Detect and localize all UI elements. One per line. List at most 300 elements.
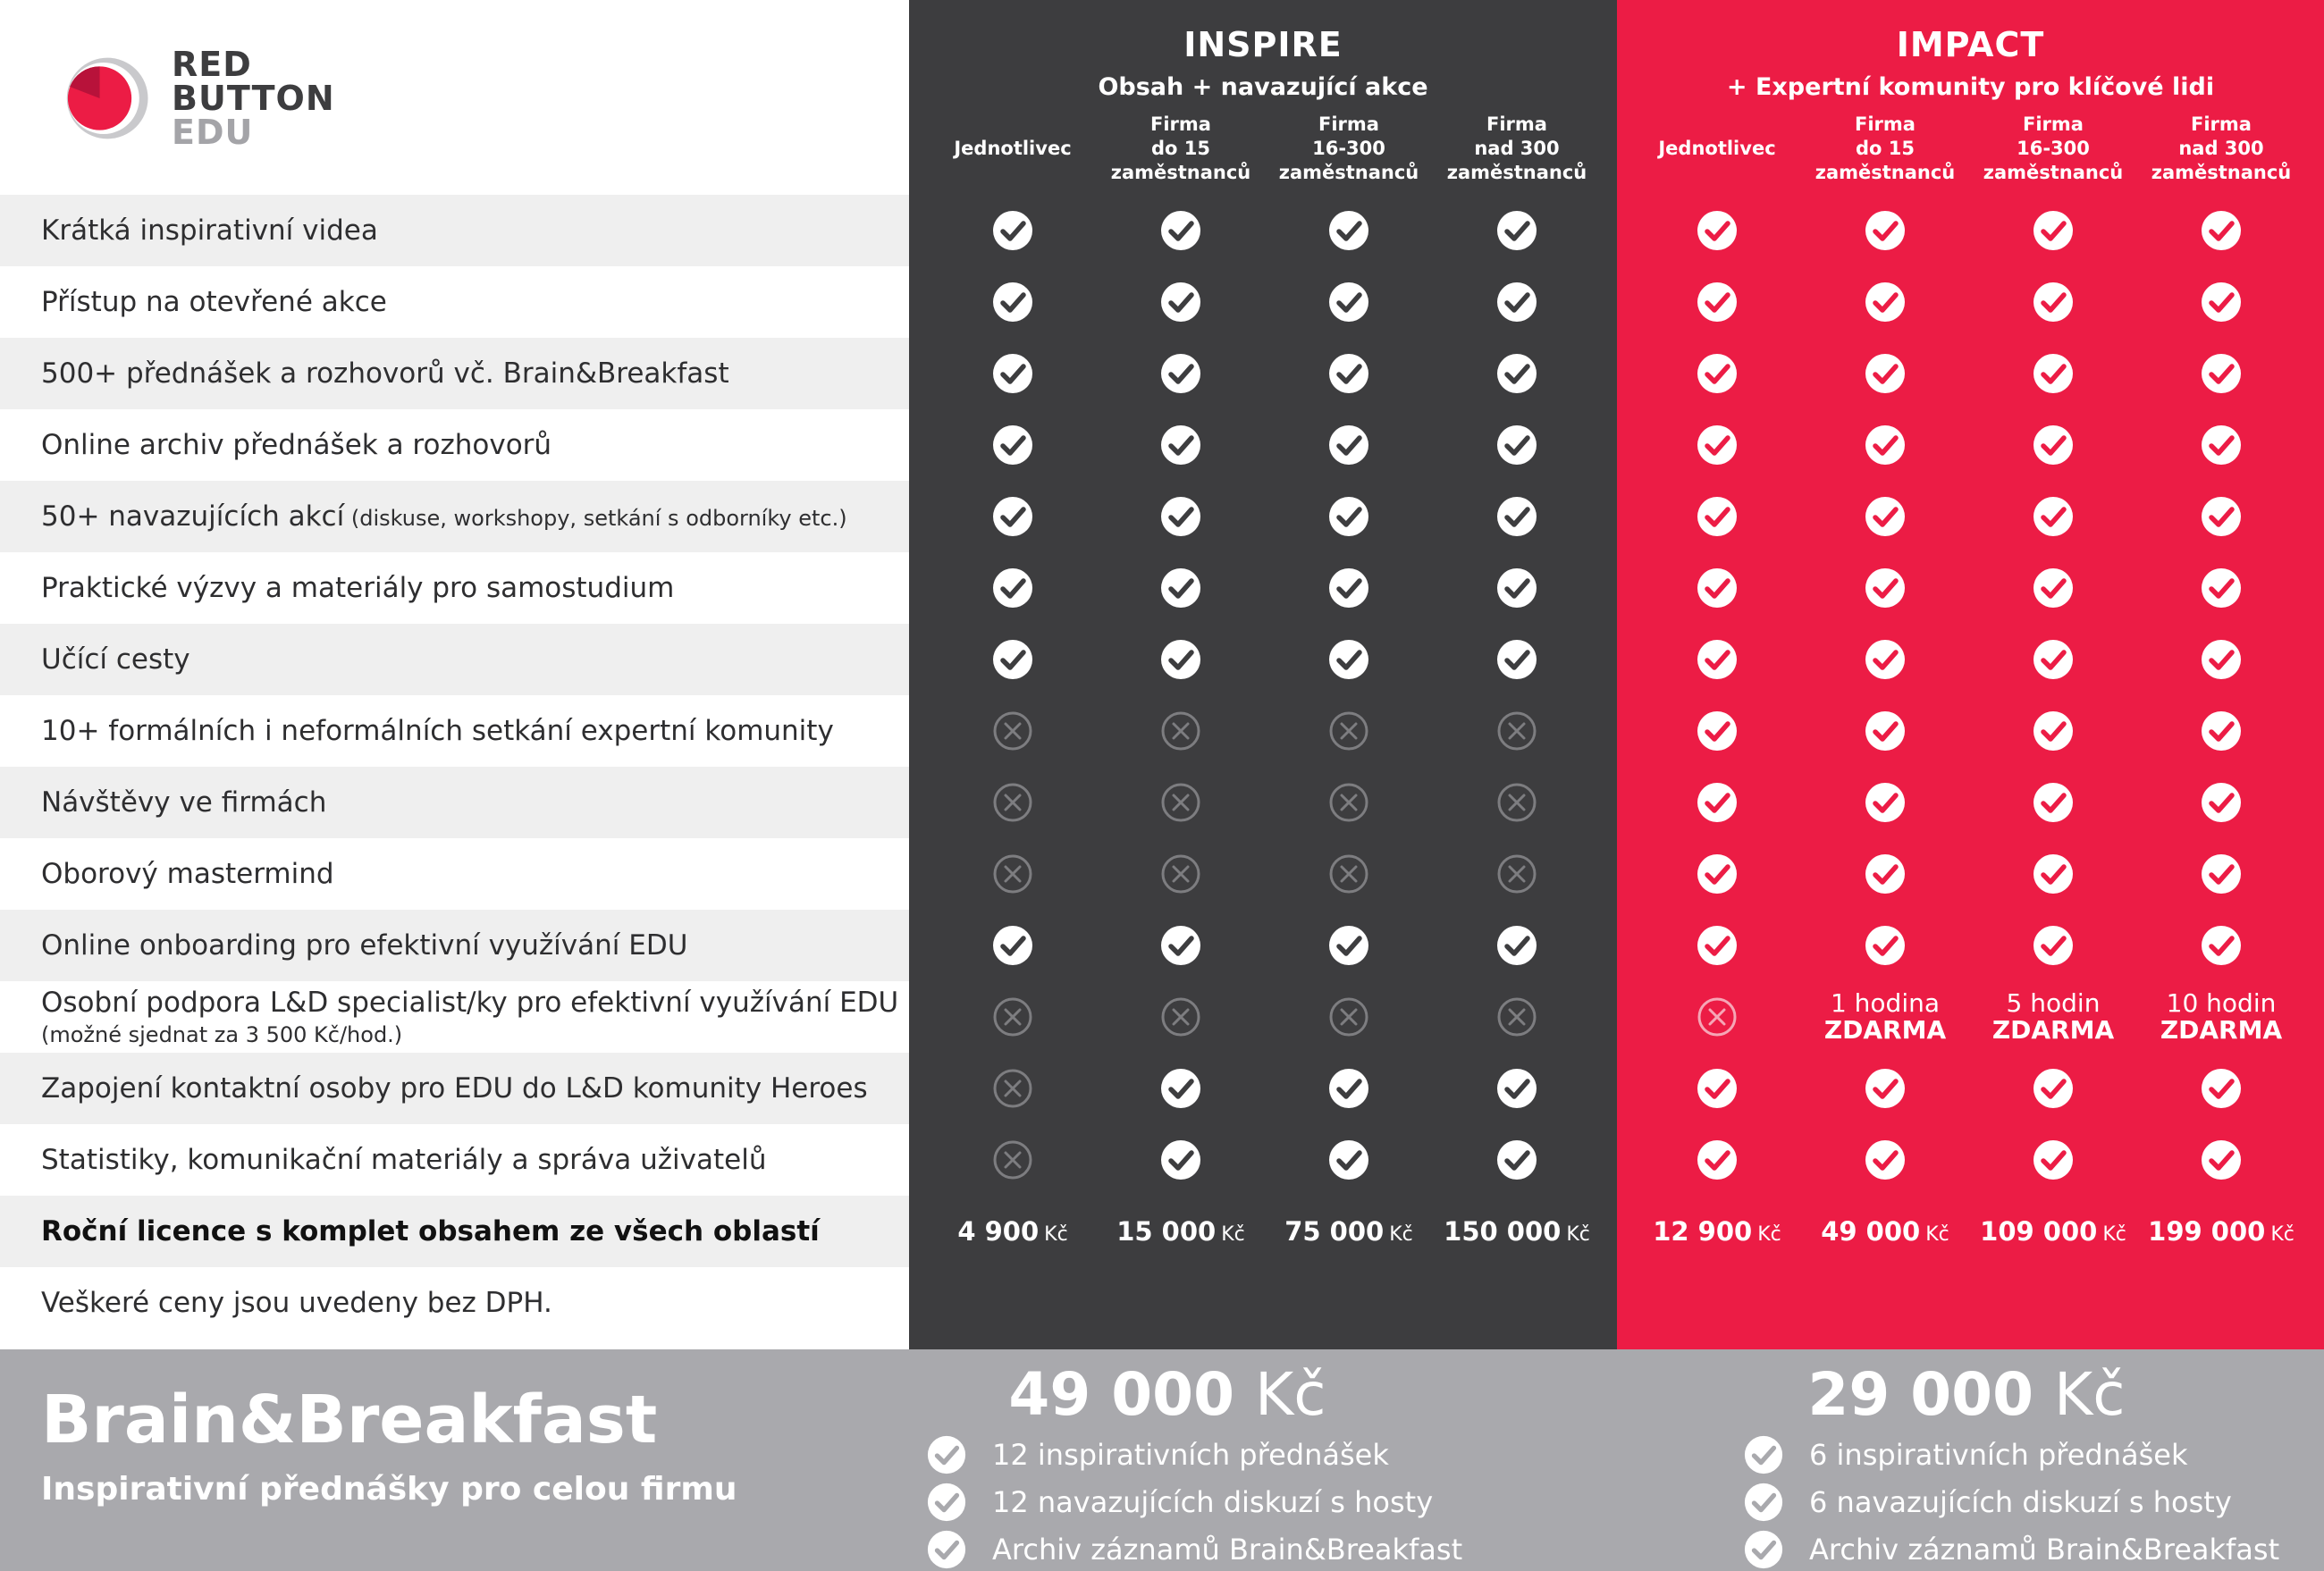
check-icon — [1696, 853, 1739, 895]
column-header-text: Firma do 15 zaměstnanců — [1815, 113, 1956, 183]
check-icon — [991, 924, 1034, 967]
feature-cell — [1265, 1124, 1433, 1196]
license-price — [1284, 1216, 1413, 1247]
license-price-currency: Kč — [1757, 1223, 1781, 1246]
cross-icon — [991, 996, 1034, 1038]
price-cell — [1097, 1196, 1265, 1267]
feature-cell — [1633, 1053, 1801, 1124]
brand-logo — [57, 45, 335, 152]
check-icon — [2032, 1067, 2075, 1110]
support-hours — [1992, 990, 2114, 1044]
check-icon — [1159, 924, 1202, 967]
offer-price-currency: Kč — [1255, 1360, 1326, 1429]
check-icon — [2032, 853, 2075, 895]
feature-cell — [1801, 767, 1969, 838]
feature-cell — [1097, 981, 1265, 1053]
offer-price-amount: 49 000 — [1008, 1360, 1235, 1429]
offer-item-text: Archiv záznamů Brain&Breakfast — [1809, 1532, 2280, 1567]
check-icon — [2032, 638, 2075, 681]
column-header-text: Firma nad 300 zaměstnanců — [1446, 113, 1587, 183]
offer-item-text: Archiv záznamů Brain&Breakfast — [992, 1532, 1463, 1567]
hours-free-label: ZDARMA — [1823, 1015, 1947, 1045]
table-row — [0, 481, 2324, 552]
check-icon — [991, 209, 1034, 252]
check-icon — [991, 567, 1034, 609]
check-icon — [1696, 924, 1739, 967]
feature-cell — [2137, 838, 2305, 910]
feature-cell — [1969, 838, 2137, 910]
plan-header-impact — [1617, 25, 2324, 101]
red-button-logo-icon — [57, 50, 154, 147]
check-icon — [1696, 352, 1739, 395]
feature-cell — [929, 481, 1097, 552]
feature-cell — [1633, 409, 1801, 481]
feature-cell — [1801, 695, 1969, 767]
offer-item — [926, 1431, 1480, 1478]
check-icon — [1159, 352, 1202, 395]
feature-label — [0, 1053, 909, 1124]
license-price-currency: Kč — [1044, 1223, 1068, 1246]
license-price-amount: 4 900 — [957, 1216, 1040, 1247]
feature-label — [0, 1124, 909, 1196]
check-icon — [1495, 924, 1538, 967]
license-price — [1116, 1216, 1245, 1247]
check-icon — [1864, 281, 1907, 323]
table-row — [0, 1053, 2324, 1124]
feature-cell — [2137, 409, 2305, 481]
check-icon — [2032, 495, 2075, 538]
check-icon — [1864, 352, 1907, 395]
cross-icon — [1696, 996, 1739, 1038]
feature-cell — [2137, 767, 2305, 838]
feature-cell — [2137, 910, 2305, 981]
check-icon — [1696, 281, 1739, 323]
license-price — [2148, 1216, 2295, 1247]
check-icon — [1864, 710, 1907, 752]
column-header-text: Firma 16-300 zaměstnanců — [1983, 113, 2124, 183]
feature-cell — [929, 552, 1097, 624]
hours-amount: 10 hodin — [2166, 988, 2277, 1018]
check-icon — [1864, 638, 1907, 681]
feature-cell — [929, 695, 1097, 767]
license-price-amount: 15 000 — [1116, 1216, 1217, 1247]
feature-note: (možné sjednat za 3 500 Kč/hod.) — [41, 1022, 403, 1047]
feature-text: Návštěvy ve firmách — [41, 786, 327, 819]
feature-cell — [1969, 767, 2137, 838]
check-icon — [1495, 1067, 1538, 1110]
plan-subtitle: + Expertní komunity pro klíčové lidi — [1726, 73, 2215, 101]
plan-subtitle: Obsah + navazující akce — [1098, 73, 1428, 101]
price-cell — [1433, 1196, 1601, 1267]
pricing-row — [0, 1196, 2324, 1267]
hours-free-label: ZDARMA — [2160, 1015, 2283, 1045]
check-icon — [1864, 209, 1907, 252]
check-icon — [2200, 853, 2243, 895]
check-icon — [1327, 1138, 1370, 1181]
check-icon — [1696, 1138, 1739, 1181]
check-icon — [2032, 567, 2075, 609]
offer-item — [926, 1478, 1480, 1525]
feature-cell — [929, 338, 1097, 409]
feature-cell — [1433, 624, 1601, 695]
feature-cell — [1801, 838, 1969, 910]
check-icon — [1864, 924, 1907, 967]
feature-cell — [1265, 767, 1433, 838]
feature-cell — [1801, 195, 1969, 266]
cross-icon — [1159, 853, 1202, 895]
check-icon — [1696, 1067, 1739, 1110]
column-header-firm-15 — [1097, 111, 1265, 186]
feature-cell — [1969, 695, 2137, 767]
check-icon — [2032, 209, 2075, 252]
column-header-text: Firma do 15 zaměstnanců — [1110, 113, 1251, 183]
feature-cell — [1801, 266, 1969, 338]
feature-label — [0, 695, 909, 767]
check-icon — [2032, 924, 2075, 967]
check-icon — [1864, 567, 1907, 609]
column-header-individual — [929, 111, 1097, 186]
feature-cell — [1433, 195, 1601, 266]
feature-cell — [1801, 624, 1969, 695]
feature-cell — [1097, 695, 1265, 767]
license-price — [1444, 1216, 1590, 1247]
feature-cell — [929, 767, 1097, 838]
column-header-text: Jednotlivec — [1658, 137, 1776, 159]
vat-note: Veškeré ceny jsou uvedeny bez DPH. — [0, 1267, 909, 1339]
cross-icon — [991, 781, 1034, 824]
feature-cell — [1433, 1053, 1601, 1124]
feature-cell — [1969, 624, 2137, 695]
column-header-firm-300 — [1969, 111, 2137, 186]
license-price-amount: 12 900 — [1653, 1216, 1753, 1247]
check-icon — [2200, 495, 2243, 538]
offer-item — [1743, 1525, 2297, 1571]
feature-cell — [1969, 910, 2137, 981]
feature-label — [0, 767, 909, 838]
check-icon — [2200, 352, 2243, 395]
feature-cell — [2137, 1124, 2305, 1196]
check-icon — [1495, 352, 1538, 395]
check-icon — [2200, 781, 2243, 824]
feature-cell — [1633, 195, 1801, 266]
feature-text: 500+ přednášek a rozhovorů vč. Brain&Breakfast — [41, 357, 729, 390]
license-price-currency: Kč — [1566, 1223, 1590, 1246]
hours-amount: 5 hodin — [2006, 988, 2101, 1018]
feature-cell — [929, 1124, 1097, 1196]
feature-detail: (diskuse, workshopy, setkání s odborníky etc.) — [344, 506, 847, 531]
feature-cell — [1265, 624, 1433, 695]
cross-icon — [1495, 853, 1538, 895]
brand-line-1: RED — [172, 45, 252, 84]
check-icon — [1864, 495, 1907, 538]
check-icon — [1327, 281, 1370, 323]
column-header-firm-15 — [1801, 111, 1969, 186]
offer-item — [926, 1525, 1480, 1571]
feature-text: Osobní podpora L&D specialist/ky pro efektivní využívání EDU — [41, 987, 899, 1019]
column-header-firm-300 — [1265, 111, 1433, 186]
cross-icon — [1495, 710, 1538, 752]
feature-text: Online onboarding pro efektivní využívání EDU — [41, 929, 688, 962]
feature-cell — [1433, 552, 1601, 624]
cross-icon — [1327, 996, 1370, 1038]
check-icon — [1696, 710, 1739, 752]
feature-cell — [1969, 552, 2137, 624]
cross-icon — [991, 1138, 1034, 1181]
feature-cell — [1265, 910, 1433, 981]
offer-price-amount: 29 000 — [1807, 1360, 2034, 1429]
feature-cell — [1097, 1053, 1265, 1124]
feature-cell — [1265, 981, 1433, 1053]
feature-text: Učící cesty — [41, 643, 190, 676]
support-hours — [1824, 990, 1946, 1044]
feature-cell — [1801, 481, 1969, 552]
check-icon — [2200, 567, 2243, 609]
feature-label — [0, 838, 909, 910]
feature-label — [0, 481, 909, 552]
price-cell — [929, 1196, 1097, 1267]
feature-cell — [1633, 481, 1801, 552]
feature-cell — [1433, 266, 1601, 338]
check-icon — [1696, 567, 1739, 609]
check-icon — [1159, 424, 1202, 466]
feature-cell — [1433, 981, 1601, 1053]
feature-cell — [1969, 1124, 2137, 1196]
feature-cell — [1097, 338, 1265, 409]
feature-cell — [1969, 338, 2137, 409]
check-icon — [2200, 424, 2243, 466]
feature-label — [0, 981, 909, 1053]
feature-cell — [1433, 910, 1601, 981]
offer-price — [998, 1360, 1337, 1429]
check-icon — [1327, 209, 1370, 252]
feature-cell — [1265, 481, 1433, 552]
feature-cell — [1801, 552, 1969, 624]
check-icon — [2200, 1067, 2243, 1110]
check-icon — [2032, 281, 2075, 323]
feature-cell — [1265, 838, 1433, 910]
license-price-currency: Kč — [2270, 1223, 2295, 1246]
check-icon — [991, 281, 1034, 323]
check-icon — [926, 1482, 967, 1523]
offer-price-currency: Kč — [2054, 1360, 2126, 1429]
feature-cell — [1433, 481, 1601, 552]
check-icon — [2032, 1138, 2075, 1181]
feature-cell — [1265, 552, 1433, 624]
feature-cell — [1433, 409, 1601, 481]
brand-line-3: EDU — [172, 113, 254, 152]
check-icon — [1864, 1138, 1907, 1181]
license-price-amount: 109 000 — [1980, 1216, 2098, 1247]
price-cell — [1633, 1196, 1801, 1267]
check-icon — [1495, 495, 1538, 538]
license-price — [1980, 1216, 2126, 1247]
feature-label — [0, 195, 909, 266]
check-icon — [2032, 352, 2075, 395]
offer-item-text: 6 navazujících diskuzí s hosty — [1809, 1484, 2232, 1519]
check-icon — [1495, 281, 1538, 323]
cross-icon — [1327, 853, 1370, 895]
feature-cell — [1433, 1124, 1601, 1196]
check-icon — [1696, 424, 1739, 466]
check-icon — [2032, 424, 2075, 466]
check-icon — [926, 1529, 967, 1570]
feature-cell — [1265, 266, 1433, 338]
feature-cell — [1633, 910, 1801, 981]
feature-label — [0, 409, 909, 481]
license-price-currency: Kč — [1925, 1223, 1949, 1246]
table-row — [0, 1124, 2324, 1196]
column-header-firm-over-300 — [1433, 111, 1601, 186]
check-icon — [1495, 638, 1538, 681]
license-price-currency: Kč — [2102, 1223, 2126, 1246]
table-row — [0, 910, 2324, 981]
feature-cell — [929, 195, 1097, 266]
feature-label — [0, 910, 909, 981]
feature-cell — [1097, 195, 1265, 266]
column-header-text: Jednotlivec — [954, 137, 1072, 159]
check-icon — [1159, 1138, 1202, 1181]
license-price-currency: Kč — [1221, 1223, 1245, 1246]
feature-label — [0, 552, 909, 624]
feature-cell — [2137, 338, 2305, 409]
feature-cell — [1969, 981, 2137, 1053]
feature-cell — [1801, 409, 1969, 481]
table-row — [0, 266, 2324, 338]
table-row — [0, 552, 2324, 624]
cross-icon — [1327, 710, 1370, 752]
feature-text: Zapojení kontaktní osoby pro EDU do L&D komunity Heroes — [41, 1072, 868, 1105]
feature-cell — [1633, 838, 1801, 910]
cross-icon — [1495, 781, 1538, 824]
feature-cell — [929, 624, 1097, 695]
offer-item — [1743, 1431, 2297, 1478]
check-icon — [1864, 781, 1907, 824]
feature-cell — [1097, 481, 1265, 552]
check-icon — [2200, 281, 2243, 323]
check-icon — [991, 352, 1034, 395]
offer-item-text: 6 inspirativních přednášek — [1809, 1437, 2188, 1472]
check-icon — [1696, 638, 1739, 681]
feature-cell — [1265, 338, 1433, 409]
check-icon — [1743, 1529, 1784, 1570]
check-icon — [1743, 1434, 1784, 1475]
check-icon — [2032, 710, 2075, 752]
feature-cell — [1801, 981, 1969, 1053]
feature-text: Online archiv přednášek a rozhovorů — [41, 429, 552, 461]
feature-cell — [1433, 838, 1601, 910]
cross-icon — [991, 710, 1034, 752]
feature-cell — [1097, 266, 1265, 338]
vat-note-row — [0, 1267, 2324, 1339]
feature-text: Přístup na otevřené akce — [41, 286, 387, 318]
feature-cell — [1633, 552, 1801, 624]
check-icon — [1327, 352, 1370, 395]
check-icon — [1495, 567, 1538, 609]
feature-cell — [1097, 409, 1265, 481]
cross-icon — [1159, 781, 1202, 824]
offer-item-text: 12 navazujících diskuzí s hosty — [992, 1484, 1434, 1519]
offer-item — [1743, 1478, 2297, 1525]
offer-item-text: 12 inspirativních přednášek — [992, 1437, 1389, 1472]
feature-cell — [1801, 910, 1969, 981]
check-icon — [1495, 424, 1538, 466]
feature-cell — [1433, 338, 1601, 409]
feature-cell — [1633, 338, 1801, 409]
feature-cell — [929, 981, 1097, 1053]
feature-cell — [1633, 695, 1801, 767]
feature-label — [0, 266, 909, 338]
feature-text: Krátká inspirativní videa — [41, 214, 378, 247]
check-icon — [1327, 638, 1370, 681]
feature-cell — [2137, 266, 2305, 338]
license-price-currency: Kč — [1389, 1223, 1413, 1246]
brand-line-2: BUTTON — [172, 79, 335, 118]
feature-cell — [2137, 195, 2305, 266]
feature-cell — [2137, 552, 2305, 624]
check-icon — [1696, 495, 1739, 538]
price-cell — [1969, 1196, 2137, 1267]
feature-cell — [1265, 1053, 1433, 1124]
offer-price — [1797, 1360, 2136, 1429]
column-header-individual — [1633, 111, 1801, 186]
cross-icon — [991, 853, 1034, 895]
license-price-amount: 75 000 — [1284, 1216, 1385, 1247]
table-row — [0, 624, 2324, 695]
plan-name: INSPIRE — [1183, 25, 1343, 64]
check-icon — [991, 424, 1034, 466]
feature-cell — [1097, 552, 1265, 624]
feature-cell — [1097, 767, 1265, 838]
license-price-amount: 150 000 — [1444, 1216, 1562, 1247]
feature-text: 50+ navazujících akcí — [41, 500, 345, 533]
license-price — [1653, 1216, 1781, 1247]
feature-cell — [1097, 624, 1265, 695]
feature-cell — [1433, 767, 1601, 838]
section-title: Brain&Breakfast — [41, 1382, 658, 1458]
feature-cell — [1265, 195, 1433, 266]
feature-cell — [1969, 409, 2137, 481]
license-price — [1821, 1216, 1949, 1247]
check-icon — [1864, 424, 1907, 466]
feature-cell — [1801, 1124, 1969, 1196]
check-icon — [991, 638, 1034, 681]
check-icon — [2032, 781, 2075, 824]
feature-cell — [1633, 981, 1801, 1053]
check-icon — [1864, 1067, 1907, 1110]
feature-text: Statistiky, komunikační materiály a správa uživatelů — [41, 1144, 767, 1176]
feature-cell — [1969, 195, 2137, 266]
feature-cell — [2137, 695, 2305, 767]
cross-icon — [1159, 996, 1202, 1038]
hours-amount: 1 hodina — [1830, 988, 1941, 1018]
feature-cell — [1969, 1053, 2137, 1124]
plan-header-inspire — [909, 25, 1617, 101]
check-icon — [1327, 1067, 1370, 1110]
feature-cell — [2137, 481, 2305, 552]
table-row — [0, 338, 2324, 409]
check-icon — [2200, 924, 2243, 967]
check-icon — [1159, 209, 1202, 252]
feature-cell — [929, 266, 1097, 338]
check-icon — [1159, 638, 1202, 681]
feature-cell — [1097, 910, 1265, 981]
check-icon — [2200, 710, 2243, 752]
column-header-firm-over-300 — [2137, 111, 2305, 186]
column-header-text: Firma 16-300 zaměstnanců — [1278, 113, 1419, 183]
feature-label — [0, 624, 909, 695]
pricing-label: Roční licence s komplet obsahem ze všech oblastí — [0, 1196, 909, 1267]
check-icon — [991, 495, 1034, 538]
